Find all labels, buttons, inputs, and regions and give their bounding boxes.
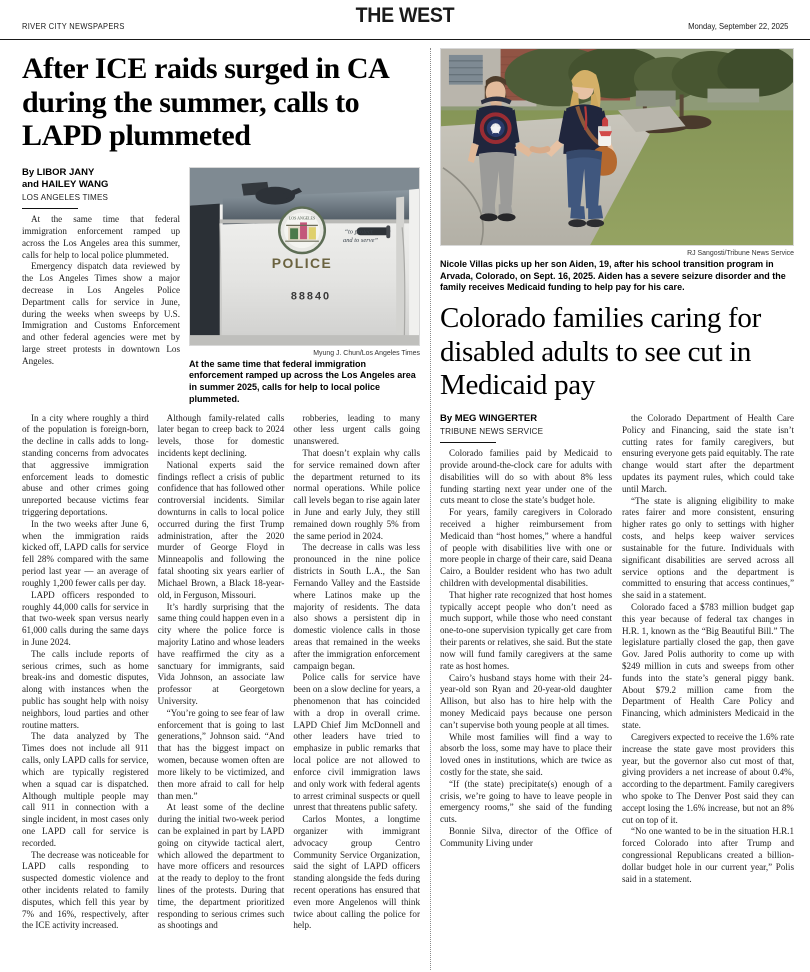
column-divider (430, 48, 431, 970)
paragraph: The decrease in calls was less pronounced in the nine police districts in South L.A., the San Fernando Valley and the Eastside where Latinos make up the majority of residents. The data also shows a persistent dip in domestic violence calls in those areas that remained in the weeks after the immigration enforcement campaign began. (293, 542, 421, 671)
paragraph: The decrease was noticeable for LAPD calls responding to suspected domestic violence and other incidents related to family disputes, which fell this year by 7% and 16%, respectively, after the ICE activity increased. (22, 849, 149, 931)
masthead-title: THE WEST (355, 4, 455, 27)
paragraph: “If (the state) precipitate(s) enough of a crisis, we’re going to have to leave people in emergency rooms,” she said of the funding cuts. (440, 778, 612, 825)
masthead-date: Monday, September 22, 2025 (687, 21, 788, 31)
left-byline-line1: By LIBOR JANY (22, 166, 95, 178)
paragraph: Police calls for service have been on a slow decline for years, a phenomenon that has coincided with a drop in overall crime. LAPD Chief Jim McDonnell and other leaders have tried to emphasize in public remarks that local police are not allowed to enforce civil immigration laws and only work with federal agents to arrest criminal suspects or quell unrest that threatens public safety. (293, 672, 421, 813)
page-body (0, 40, 810, 970)
paragraph: That doesn’t explain why calls for service remained down after the department returned to its normal operations. While police call levels began to rise again later in June and early July, they still remained down roughly 5% from the same period in 2024. (293, 447, 421, 541)
paragraph: “No one wanted to be in the situation H.R.1 forced Colorado into after Trump and congressional Republicans created a billion-dollar budget hole in our current year,” Polis said in a statement. (622, 826, 794, 884)
paragraph: Colorado faced a $783 million budget gap this year because of federal tax changes in H.R. 1, known as the “Big Beautiful Bill.” The legislature partially closed the gap, then gave Gov. Jared Polis authority to come up with $249 million in cuts and sweeps from other funds into the state’s general piggy bank. About $79.2 million came from the Department of Health Care Policy and Financing, which administers Medicaid in the state. (622, 601, 794, 731)
right-article-headline: Colorado families caring for disabled adults to see cut in Medicaid pay (440, 302, 761, 402)
right-article-columns (440, 413, 794, 886)
paragraph: Cairo’s husband stays home with their 24-year-old son Ryan and 20-year-old daughter Allison, but also has to hire help with the money Medicaid pays because one person can’t supervise both young people at all times. (440, 672, 612, 730)
left-col3-text (293, 413, 420, 933)
door-text-unit: 88840 (290, 290, 332, 303)
right-photo-caption: Nicole Villas picks up her son Aiden, 19, after his school transition program in Arvada, Colorado, on Sept. 16, 2025. Aiden has a severe seizure disorder and the family receives Medicaid funding to help pay for his care. (440, 259, 786, 293)
paragraph: At the same time that federal immigration enforcement ramped up across the Los Angeles area this summer, calls for help to local police plummeted. (22, 214, 180, 260)
paragraph: Carlos Montes, a longtime organizer with immigrant advocacy group Centro Community Service Organization, said the sight of LAPD officers standing alongside the feds during recent operations has ensured that even more Angelenos will think twice about calling the police for help. (293, 814, 421, 931)
paragraph: LAPD officers responded to roughly 44,000 calls for service in that two-week span versus nearly 61,000 calls during the same days in June 2024. (22, 589, 149, 647)
left-article-columns (22, 413, 420, 933)
right-col1-text (440, 448, 612, 850)
masthead (0, 0, 810, 40)
mother-and-son-walking-photo (440, 48, 794, 246)
paragraph: At least some of the decline during the initial two-week period can be explained in part by LAPD going on citywide tactical alert, which allowed the department to have more officers and resources at the ready to deploy to the front lines of the protests. During that time, the department prioritized responding to serious crimes such as shootings and (157, 802, 285, 931)
paragraph: For years, family caregivers in Colorado received a higher reimbursement from Medicaid than “host homes,” where a handful of people with disabilities live with one or more people in charge of their care, said Deana Cairo, a Boulder resident who has two adult children with developmental disabilities. (440, 507, 612, 589)
left-byline-line2: and HAILEY WANG (22, 178, 109, 190)
door-text-motto-line1: “to protect (344, 228, 373, 236)
byline-divider (440, 442, 496, 443)
byline-divider (22, 208, 78, 209)
paragraph: the Colorado Department of Health Care Policy and Financing, said the state isn’t cutting rates for family caregivers, but ensuring everyone gets paid equitably. The rate change would start after the department updates its payment rules, which could take until March. (622, 412, 794, 494)
left-col2-text (158, 413, 285, 933)
left-article (22, 48, 430, 970)
left-photo-caption: At the same time that federal immigration enforcement ramped up across the Los Angeles area in summer 2025, calls for help to local police plummeted. (189, 358, 416, 404)
right-byline-org: TRIBUNE NEWS SERVICE (440, 426, 544, 437)
left-article-column-1-top (22, 167, 180, 406)
left-byline-org: LOS ANGELES TIMES (22, 192, 109, 203)
paragraph: While most families will find a way to absorb the loss, some may have to place their loved ones in institutions, which are twice as costly for the state, she said. (440, 731, 612, 778)
masthead-publisher: RIVER CITY NEWSPAPERS (22, 21, 125, 31)
paragraph: Caregivers expected to receive the 1.6% rate increase the state gave most providers this year, but the governor also cut most of that, giving providers a net increase of about 0.4%, according to the department. Family caregivers who spoke to The Denver Post said they can accept losing the 1.6% increase, but not an 8% cut on top of it. (622, 731, 794, 825)
left-article-top-block (22, 167, 420, 406)
paragraph: It’s hardly surprising that the same thing could happen even in a city where the police force is majority Latino and whose leaders have reaffirmed the city as a sanctuary for immigrants, said Vida Johnson, an associate law professor at Georgetown University. (157, 601, 285, 707)
paragraph: Although family-related calls later began to creep back to 2024 levels, those for domestic incidents kept declining. (157, 412, 285, 458)
paragraph: That higher rate recognized that host homes typically accept people who don’t need as much support, while those who need constant one-to-one supervision typically get care from their parents or relatives, she said. But the state now will fund family caregivers at the same rate as host homes. (440, 589, 612, 671)
right-article (440, 48, 794, 970)
paragraph: “You’re going to see fear of law enforcement that is going to last generations,” Johnson said. “And that has the biggest impact on women, because women often are more likely to be victimized, and then more afraid to call for help than men.” (157, 707, 285, 801)
right-col2-text (622, 413, 794, 886)
paragraph: In a city where roughly a third of the population is foreign-born, the decline in calls adds to long-standing concerns from advocates that aggressive immigration enforcement leads to domestic abuse and other crimes going unreported because victims fear triggering deportations. (22, 412, 149, 518)
paragraph: Colorado families paid by Medicaid to provide around-the-clock care for adults with disabilities will do so with about 8% less funding starting next year under one of the cuts meant to close the state’s budget hole. (440, 448, 612, 506)
left-photo-credit: Myung J. Chun/Los Angeles Times (313, 347, 420, 357)
left-col1-text (22, 413, 149, 933)
left-article-headline: After ICE raids surged in CA during the summer, calls to LAPD plummeted (22, 52, 388, 153)
paragraph: National experts said the findings reflect a crisis of public confidence that has followed other controversial incidents. Similar downturns in calls to local police occurred during the first Trump administration, after the 2020 murder of George Floyd in Minneapolis and following the fatal shooting six years earlier of Michael Brown, a Black 18-year-old, in Ferguson, Missouri. (157, 459, 285, 600)
left-col1-top-text (22, 214, 180, 368)
door-text-motto-line2: and to serve” (343, 236, 379, 244)
lapd-police-cruiser-photo (189, 167, 420, 346)
svg-text:LOS ANGELES: LOS ANGELES (288, 215, 316, 221)
paragraph: Emergency dispatch data reviewed by the Los Angeles Times show a major decrease in Los Angeles Police Department calls for service in June, during the weeks when sweeps by U.S. Immigration and Customs Enforcement and other federal agencies were met by large street protests in downtown Los Angeles. (22, 261, 180, 366)
paragraph: “The state is aligning eligibility to make rates fairer and more consistent, ensuring higher rates go only to settings with higher costs, and helps keep waiver services sustainable for the future. Individuals with significant disabilities are served across all service options and the department is committed to ensuring that access continues,” she said in a statement. (622, 495, 794, 601)
left-photo-block (189, 167, 420, 406)
right-col1 (440, 413, 612, 886)
paragraph: The data analyzed by The Times does not include all 911 calls, only LAPD calls for service, which are typically registered when a squad car is dispatched. Although multiple people may call 911 in connection with a single incident, in most cases only one LAPD call for service is recorded. (22, 731, 149, 848)
paragraph: Bonnie Silva, director of the Office of Community Living under (440, 826, 612, 848)
door-text-police: POLICE (271, 254, 333, 271)
paragraph: robberies, leading to many other less urgent calls going unanswered. (293, 412, 421, 447)
paragraph: In the two weeks after June 6, when the immigration raids kicked off, LAPD calls for service fell 28% compared with the same period last year — an average of roughly 1,200 fewer calls per day. (22, 518, 149, 588)
right-byline-name: By MEG WINGERTER (440, 412, 538, 424)
paragraph: The calls include reports of serious crimes, such as home break-ins and domestic disputes, along with instances when the public has sought help with noisy neighbors, loud parties and other routine matters. (22, 648, 149, 730)
right-photo-credit: RJ Sangosti/Tribune News Service (687, 248, 794, 257)
